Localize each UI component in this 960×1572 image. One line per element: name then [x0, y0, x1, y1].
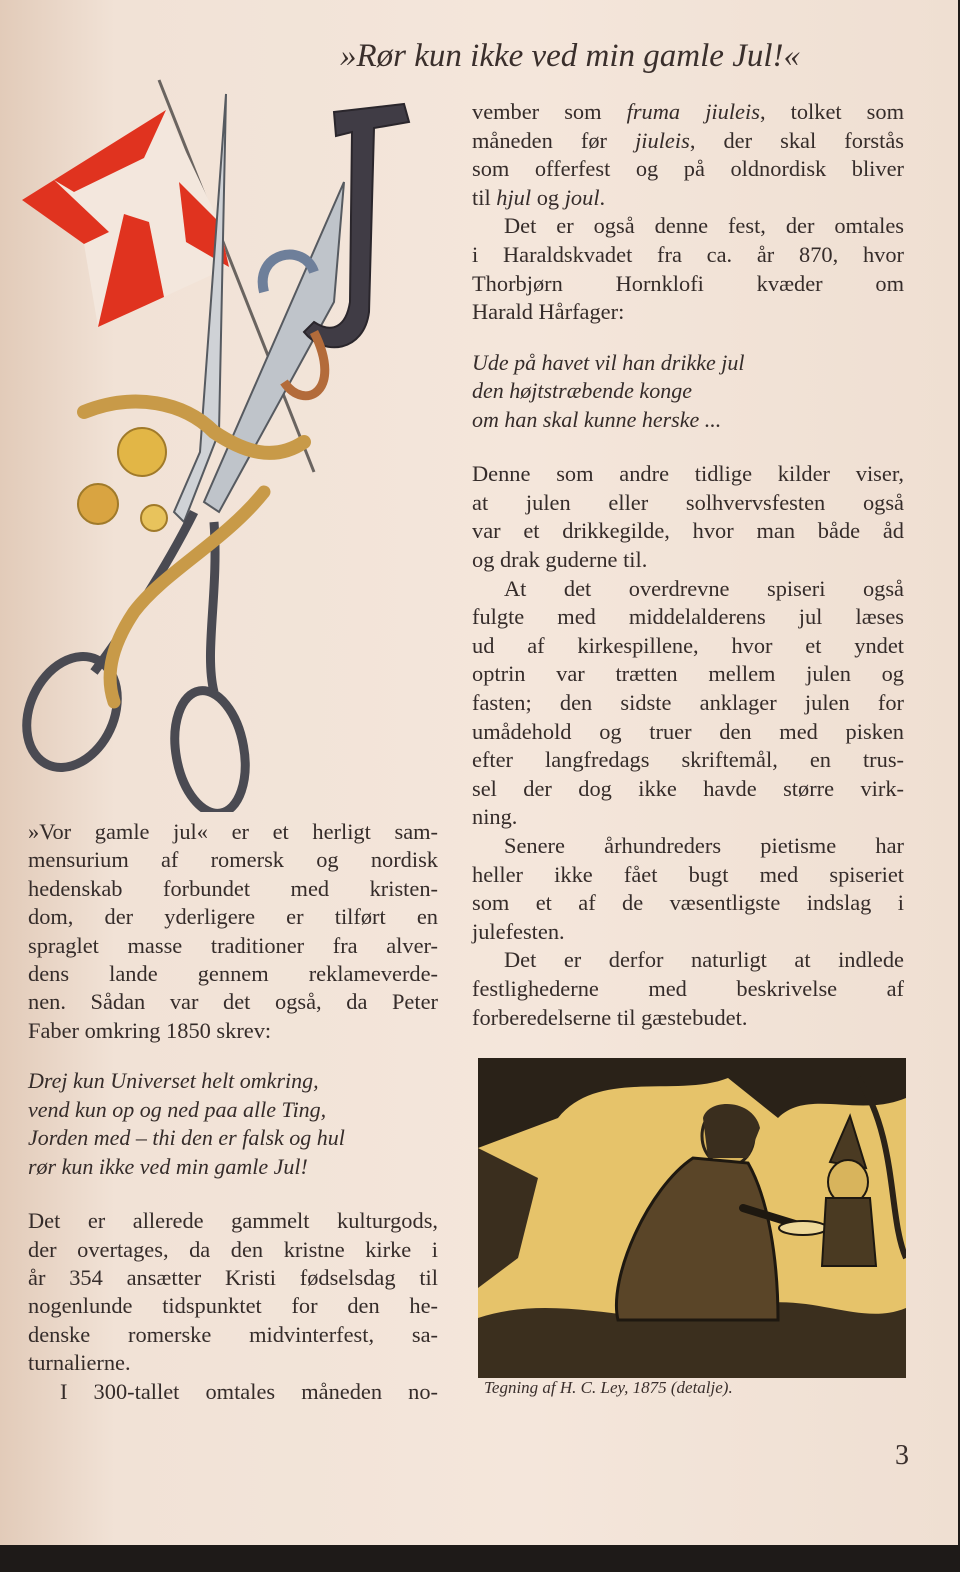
text-line: nen. Sådan var det også, da Peter	[28, 989, 438, 1015]
scissors-flag-illustration	[14, 72, 446, 812]
text-line: var et drikkegilde, hvor man både åd	[472, 518, 904, 544]
text-line: sel der dog ikke havde større virk-	[472, 775, 904, 801]
text-line: forberedelserne til gæstebudet.	[472, 1004, 748, 1030]
text-line: Det er derfor naturligt at indlede	[504, 947, 904, 973]
text-line: optrin var trætten mellem julen og	[472, 661, 904, 687]
left-column	[28, 818, 438, 1406]
poem-line: om han skal kunne herske ...	[472, 406, 722, 432]
text-line: Thorbjørn Hornklofi kvæder om	[472, 270, 904, 296]
paragraph: måneden før jiuleis, der skal forstås	[472, 127, 904, 153]
page-number: 3	[895, 1440, 909, 1471]
text-line: spraglet masse traditioner fra alver-	[28, 932, 438, 958]
paragraph: til hjul og joul.	[472, 184, 606, 210]
poem-line: Drej kun Universet helt omkring,	[28, 1068, 319, 1094]
text-line: fasten; den sidste anklager julen for	[472, 690, 904, 715]
text-line: i Haraldskvadet fra ca. år 870, hvor	[472, 241, 904, 267]
text-line: nogenlunde tidspunktet for den he-	[28, 1293, 438, 1319]
poem-stanza	[28, 1067, 438, 1181]
text-line: Faber omkring 1850 skrev:	[28, 1017, 272, 1043]
paragraph: vember som fruma jiuleis, tolket som	[472, 99, 905, 124]
text-line: som et af de væsentligste indslag i	[472, 890, 904, 916]
poem-line: vend kun op og ned paa alle Ting,	[28, 1096, 327, 1122]
text-line: Det er allerede gammelt kulturgods,	[28, 1208, 438, 1234]
text-line: »Vor gamle jul« er et herligt sam-	[28, 819, 438, 844]
poem-line: den højtstræbende konge	[472, 378, 692, 404]
text-line: fulgte med middelalderens jul læses	[472, 604, 904, 630]
floral-ornament-icon	[78, 402, 304, 702]
text-line: heller ikke fået bugt med spiseriet	[472, 861, 904, 887]
poem-line: rør kun ikke ved min gamle Jul!	[28, 1153, 308, 1179]
text-line: at julen eller solhvervsfesten også	[472, 489, 904, 515]
text-line: umådehold og truer den med pisken	[472, 718, 904, 744]
text-line: dens lande gennem reklameverde-	[28, 961, 438, 987]
running-head: »Rør kun ikke ved min gamle Jul!«	[340, 38, 801, 74]
text-line: festlighederne med beskrivelse af	[472, 975, 904, 1001]
engraving-illustration	[478, 1058, 906, 1378]
text-line: turnalierne.	[28, 1350, 131, 1376]
text-line: der overtages, da den kristne kirke i	[28, 1236, 438, 1262]
text-line: Senere århundreders pietisme har	[504, 832, 904, 858]
figure-caption: Tegning af H. C. Ley, 1875 (detalje).	[484, 1378, 733, 1397]
text-line: I 300-tallet omtales måneden no-	[60, 1378, 438, 1404]
text-line: At det overdrevne spiseri også	[504, 575, 904, 601]
text-line: hedenskab forbundet med kristen-	[28, 875, 438, 901]
text-line: Harald Hårfager:	[472, 299, 625, 325]
text-line: efter langfredags skriftemål, en trus-	[472, 747, 904, 773]
right-column	[472, 98, 904, 1032]
poem-stanza	[472, 349, 904, 435]
text-line: år 354 ansætter Kristi fødselsdag til	[28, 1265, 438, 1291]
text-line: Det er også denne fest, der omtales	[504, 213, 904, 239]
text-line: og drak guderne til.	[472, 547, 648, 573]
paragraph: som offerfest og på oldnordisk bliver	[472, 156, 904, 182]
text-line: mensurium af romersk og nordisk	[28, 847, 438, 873]
text-line: ud af kirkespillene, hvor et yndet	[472, 632, 904, 658]
poem-line: Jorden med – thi den er falsk og hul	[28, 1125, 345, 1151]
text-line: ning.	[472, 804, 518, 830]
text-line: dom, der yderligere er tilført en	[28, 904, 438, 930]
text-line: denske romerske midvinterfest, sa-	[28, 1321, 438, 1347]
poem-line: Ude på havet vil han drikke jul	[472, 349, 745, 375]
text-line: Denne som andre tidlige kilder viser,	[472, 461, 904, 487]
text-line: julefesten.	[472, 918, 565, 944]
